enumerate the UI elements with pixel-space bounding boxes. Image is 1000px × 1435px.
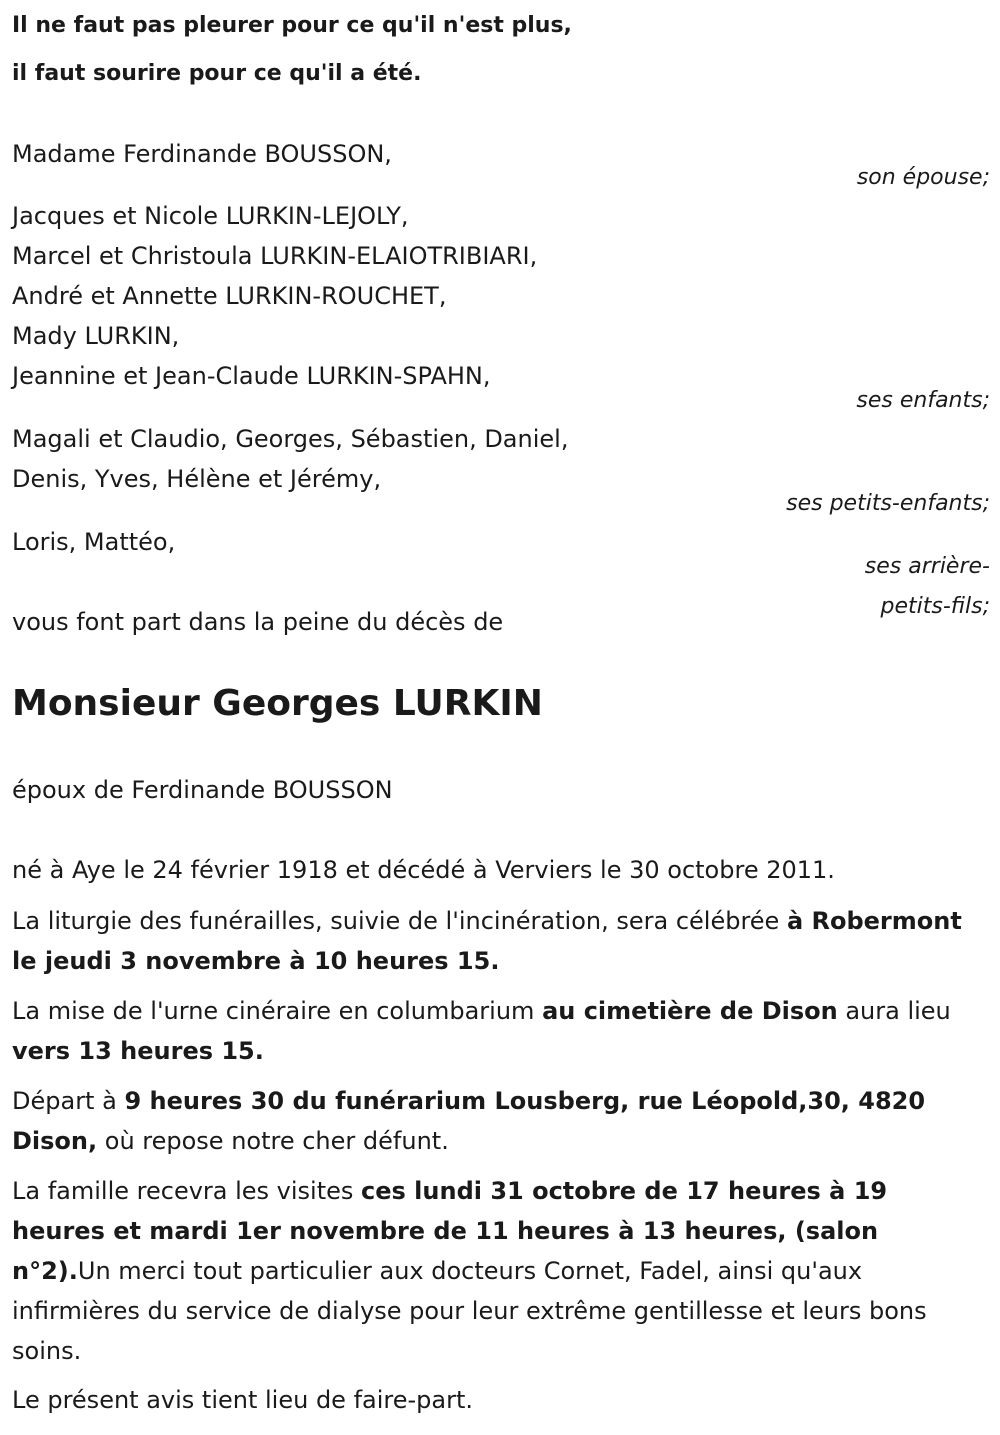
deceased-name: Monsieur Georges LURKIN	[12, 683, 543, 724]
grandchildren-relation: ses petits-enfants;	[786, 491, 990, 516]
grandchildren-line-1: Magali et Claudio, Georges, Sébastien, Daniel,	[12, 425, 569, 453]
spouse-name: Madame Ferdinande BOUSSON,	[12, 140, 392, 168]
departure-place-time: 9 heures 30 du funérarium Lousberg, rue Léopold,30, 4820 Dison,	[12, 1087, 926, 1155]
departure-paragraph	[12, 1081, 982, 1161]
great-grandchildren: Loris, Mattéo,	[12, 528, 176, 556]
child-3: André et Annette LURKIN-ROUCHET,	[12, 282, 447, 310]
spouse-relation: son épouse;	[856, 165, 990, 190]
great-grandchildren-relation-1: ses arrière-	[864, 554, 990, 579]
visits-times: ces lundi 31 octobre de 17 heures à 19 heures et mardi 1er novembre de 11 heures à 13 heures, (salon n°2).	[12, 1177, 888, 1285]
grandchildren-line-2: Denis, Yves, Hélène et Jérémy,	[12, 465, 382, 493]
children-relation: ses enfants;	[856, 388, 990, 413]
urn-paragraph	[12, 991, 982, 1071]
urn-place: au cimetière de Dison	[542, 997, 838, 1025]
birth-death: né à Aye le 24 février 1918 et décédé à Verviers le 30 octobre 2011.	[12, 856, 835, 884]
announcement: vous font part dans la peine du décès de	[12, 608, 504, 636]
urn-time: vers 13 heures 15.	[12, 1037, 264, 1065]
child-2: Marcel et Christoula LURKIN-ELAIOTRIBIARI,	[12, 242, 538, 270]
great-grandchildren-relation-2: petits-fils;	[880, 594, 990, 619]
urn-text: La mise de l'urne cinéraire en columbarium	[12, 997, 543, 1025]
departure-text-2: où repose notre cher défunt.	[97, 1127, 449, 1155]
quote-line-1: Il ne faut pas pleurer pour ce qu'il n'est plus,	[12, 13, 572, 38]
quote-line-2: il faut sourire pour ce qu'il a été.	[12, 61, 422, 86]
funeral-place-time: à Robermont le jeudi 3 novembre à 10 heures 15.	[12, 907, 962, 975]
departure-text: Départ à	[12, 1087, 125, 1115]
visits-paragraph	[12, 1171, 982, 1371]
urn-text-2: aura lieu	[837, 997, 951, 1025]
closing-note: Le présent avis tient lieu de faire-part.	[12, 1386, 474, 1414]
child-1: Jacques et Nicole LURKIN-LEJOLY,	[12, 202, 409, 230]
deceased-spouse-of: époux de Ferdinande BOUSSON	[12, 776, 393, 804]
child-4: Mady LURKIN,	[12, 322, 180, 350]
visits-text: La famille recevra les visites	[12, 1177, 362, 1205]
child-5: Jeannine et Jean-Claude LURKIN-SPAHN,	[12, 362, 491, 390]
funeral-paragraph	[12, 901, 982, 981]
funeral-text: La liturgie des funérailles, suivie de l'incinération, sera célébrée	[12, 907, 787, 935]
thanks-text: Un merci tout particulier aux docteurs Cornet, Fadel, ainsi qu'aux infirmières du service de dialyse pour leur extrême gentillesse et leurs bons soins.	[12, 1257, 927, 1365]
